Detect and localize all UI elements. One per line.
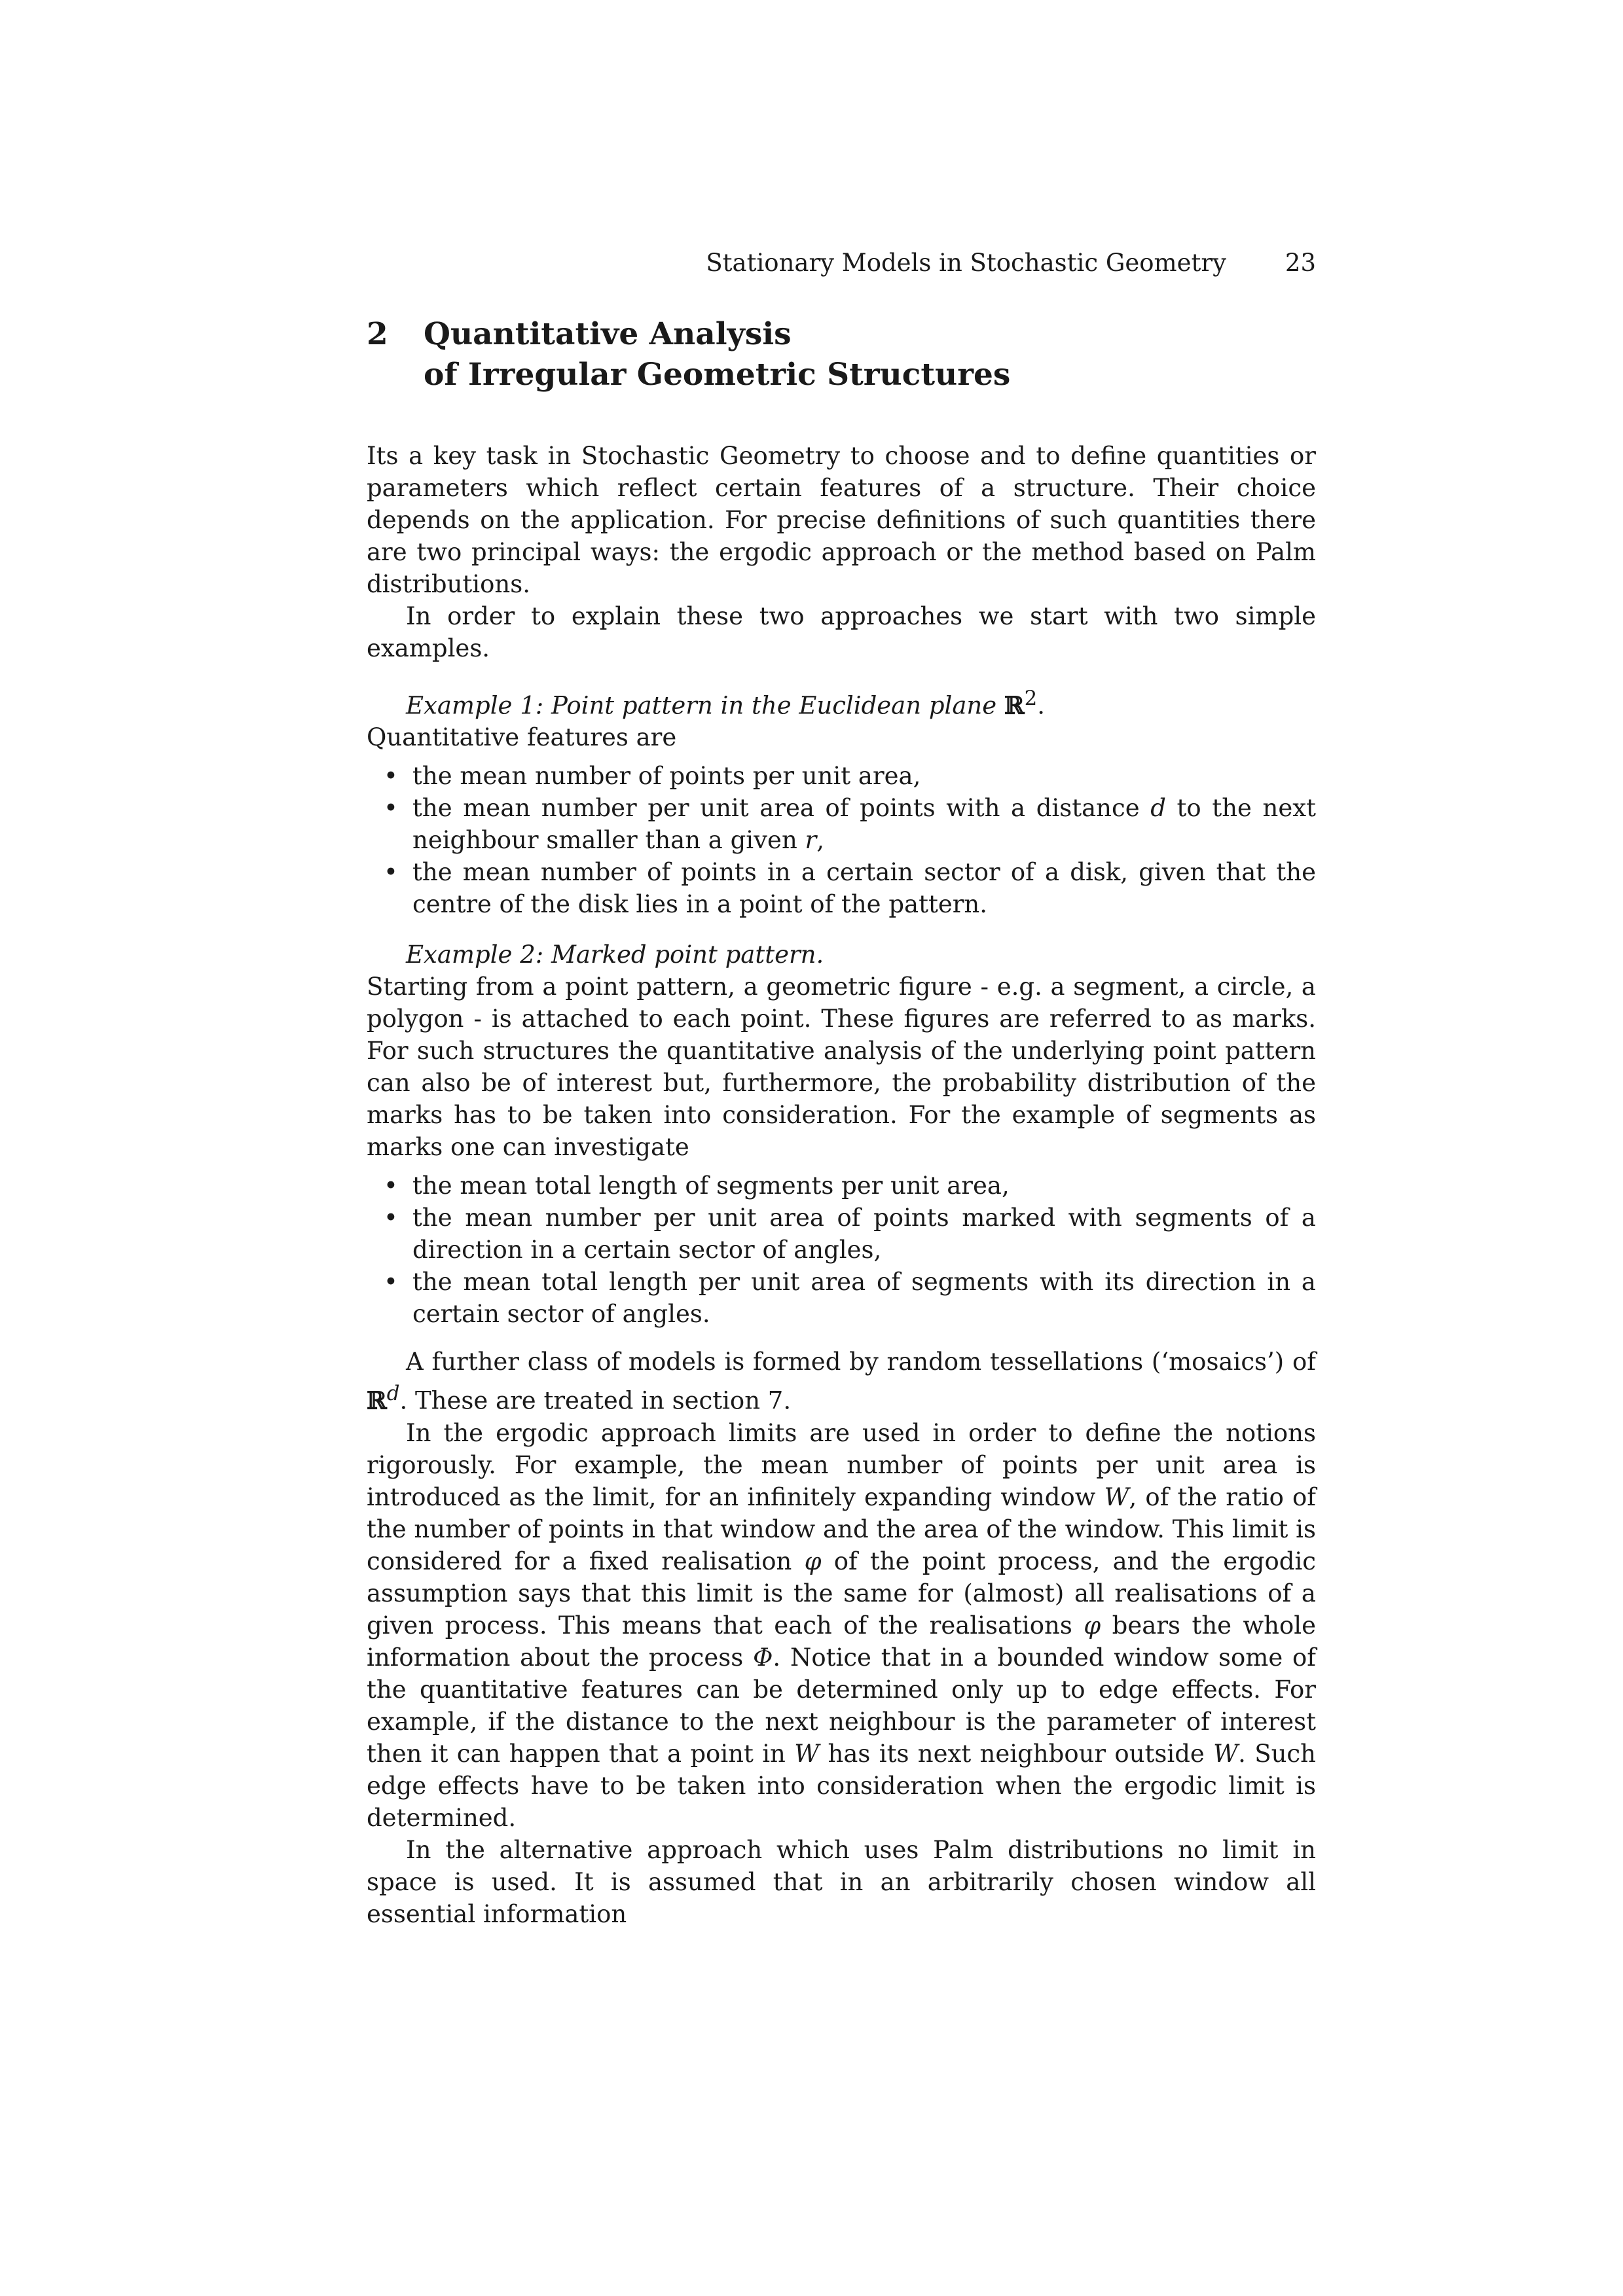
ergodic-paragraph <box>367 1417 1316 1834</box>
math-variable: W <box>1213 1739 1239 1768</box>
math-variable: φ <box>1084 1611 1101 1640</box>
bullet-icon: • <box>384 762 398 791</box>
intro-paragraph-1: Its a key task in Stochastic Geometry to choose and to define quantities or parameters which reflect certain features of a structure. Their choice depends on the application. For precise definitions of such quantities there are two principal ways: the ergodic approach or the method based on Palm distributions. <box>367 442 1316 598</box>
reals-symbol: ℝ <box>1004 691 1025 720</box>
bullet-icon: • <box>384 1268 398 1297</box>
section-title-line-1: Quantitative Analysis <box>424 316 792 352</box>
example-2-heading: Example 2: Marked point pattern. <box>406 941 824 969</box>
paragraph-text: . These are treated in section 7. <box>399 1386 792 1415</box>
list-item-text: the mean number per unit area of points marked with segments of a direction in a certain sector of angles, <box>412 1204 1316 1265</box>
bullet-icon: • <box>384 1172 398 1200</box>
list-item-text: the mean number of points in a certain sector of a disk, given that the centre of the disk lies in a point of the pattern. <box>412 858 1316 919</box>
example-2-bullet-list <box>367 1170 1316 1330</box>
paragraph-text: of the point process, and the ergodic assumption says that this limit is the same for (almost) all realisations of a given process. This means that each of the realisations <box>367 1547 1317 1640</box>
example-1-lead: Quantitative features are <box>367 723 677 752</box>
bullet-icon: • <box>384 794 398 823</box>
tessellations-paragraph <box>367 1346 1316 1416</box>
paragraph-text: bears the whole information about the process <box>367 1611 1317 1672</box>
body-text <box>367 440 1316 1930</box>
section-heading <box>367 314 1316 395</box>
list-item-text: , <box>816 826 824 855</box>
math-variable: W <box>794 1739 820 1768</box>
list-item <box>384 792 1317 856</box>
list-item <box>384 1202 1316 1266</box>
paragraph-text: , of the ratio of the number of points in that window and the area of the window. This limit is considered for a fixed realisation <box>367 1482 1316 1575</box>
reals-exponent: d <box>386 1382 400 1406</box>
list-item <box>384 1266 1316 1330</box>
example-1-heading-text: Example 1: Point pattern in the Euclidean plane <box>406 691 1004 720</box>
paragraph-text: . Notice that in a bounded window some of the quantitative features can be determined only up to edge effects. For example, if the distance to the next neighbour is the parameter of interest then it can happen that a point in <box>367 1643 1316 1768</box>
math-variable: φ <box>804 1547 822 1575</box>
running-head-title: Stationary Models in Stochastic Geometry <box>706 249 1226 277</box>
reals-exponent: 2 <box>1024 687 1038 710</box>
math-variable: r <box>805 826 817 855</box>
list-item <box>384 856 1316 920</box>
paragraph-text: has its next neighbour outside <box>819 1739 1214 1768</box>
page <box>367 243 1316 1930</box>
math-variable: d <box>1150 794 1166 823</box>
list-item-text: the mean number per unit area of points with a distance <box>412 794 1151 823</box>
intro-paragraph-2: In order to explain these two approaches we start with two simple examples. <box>367 602 1316 662</box>
bullet-icon: • <box>384 1204 398 1232</box>
paragraph-text: . Such edge effects have to be taken into consideration when the ergodic limit is determined. <box>367 1739 1316 1832</box>
list-item <box>384 760 1316 792</box>
example-1-heading-end: . <box>1037 691 1046 720</box>
running-head <box>367 243 1316 283</box>
paragraph-text: A further class of models is formed by random tessellations (‘mosaics’) of <box>406 1348 1316 1376</box>
bullet-icon: • <box>384 858 398 887</box>
section-number: 2 <box>367 316 388 352</box>
example-1-heading <box>367 683 1316 721</box>
example-2-body: Starting from a point pattern, a geometric figure - e.g. a segment, a circle, a polygon - is attached to each point. These figures are referred to as marks. For such structures the quantitative analysis of the underlying point pattern can also be of interest but, furthermore, the probability distribution of the marks has to be taken into consideration. For the example of segments as marks one can investigate <box>367 973 1316 1162</box>
list-item <box>384 1170 1316 1202</box>
example-1-bullet-list <box>367 760 1316 920</box>
list-item-text: to the next neighbour smaller than a given <box>412 794 1317 855</box>
reals-symbol: ℝ <box>367 1386 387 1415</box>
section-title <box>424 314 1010 395</box>
section-title-line-2: of Irregular Geometric Structures <box>424 357 1011 393</box>
list-item-text: the mean number of points per unit area, <box>412 762 921 791</box>
paragraph-text: In the ergodic approach limits are used in order to define the notions rigorously. For example, the mean number of points per unit area is introduced as the limit, for an infinitely expanding window <box>367 1418 1316 1511</box>
palm-paragraph: In the alternative approach which uses Palm distributions no limit in space is used. It is assumed that in an arbitrarily chosen window all essential information <box>367 1835 1316 1928</box>
math-variable: W <box>1104 1482 1129 1511</box>
math-variable: Φ <box>753 1643 773 1672</box>
page-number: 23 <box>1285 249 1316 277</box>
list-item-text: the mean total length of segments per unit area, <box>412 1172 1010 1200</box>
list-item-text: the mean total length per unit area of segments with its direction in a certain sector of angles. <box>412 1268 1316 1329</box>
